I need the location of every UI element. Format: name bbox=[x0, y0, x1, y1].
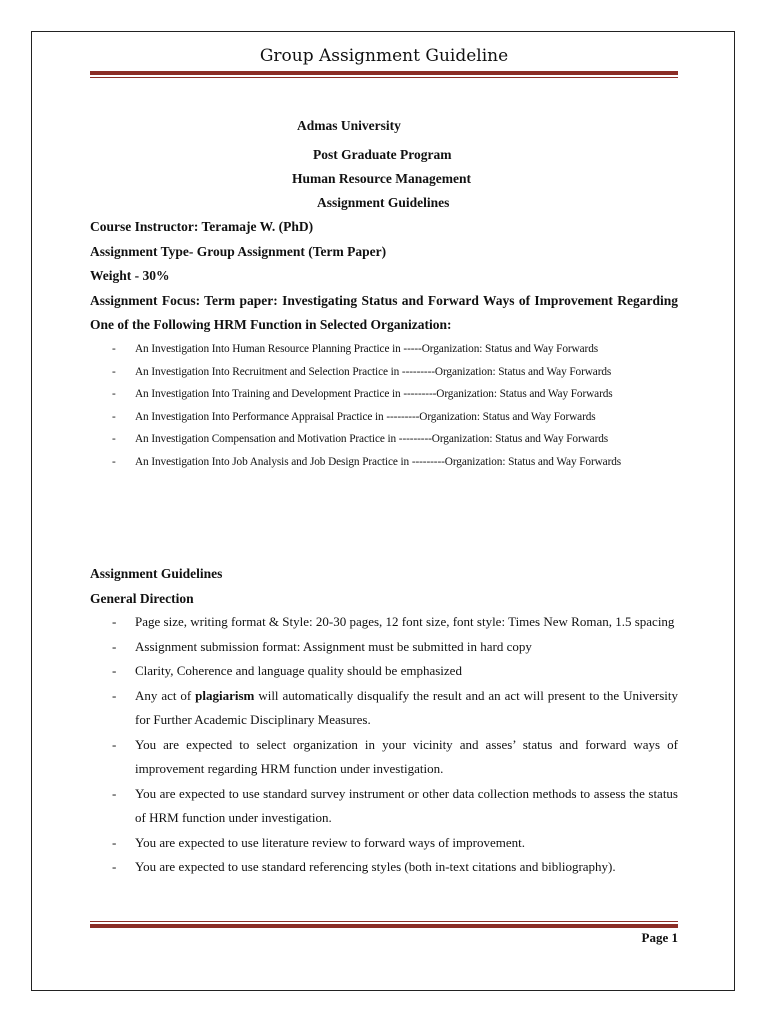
document-title: Assignment Guidelines bbox=[317, 195, 450, 210]
topic-list bbox=[90, 338, 678, 473]
department-name: Human Resource Management bbox=[292, 171, 471, 186]
dash-bullet: - bbox=[112, 410, 116, 423]
assignment-weight: Weight - 30% bbox=[90, 268, 170, 283]
list-item-text: Any act of bbox=[135, 687, 196, 703]
direction-list bbox=[90, 610, 678, 880]
list-item bbox=[90, 406, 678, 429]
list-item-text: An Investigation Into Job Analysis and Job Design Practice in ---------Organization: Status and Way Forwards bbox=[135, 455, 622, 468]
dash-bullet: - bbox=[112, 343, 116, 355]
dash-bullet: - bbox=[112, 614, 117, 629]
guidelines-headings bbox=[90, 562, 678, 611]
list-item-text: An Investigation Into Human Resource Planning Practice in -----Organization: Status and Way Forwards bbox=[135, 343, 599, 355]
dash-bullet: - bbox=[112, 859, 117, 874]
assignment-type: Assignment Type- Group Assignment (Term Paper) bbox=[90, 243, 387, 259]
list-item-text: An Investigation Into Performance Appraisal Practice in ---------Organization: Status and Way Forwards bbox=[135, 410, 596, 423]
emphasis-text: plagiarism bbox=[195, 687, 255, 703]
list-item bbox=[90, 733, 678, 782]
page-number: Page 1 bbox=[641, 930, 678, 945]
list-item-text: will automatically disqualify the result and an act will present to the University for Further Academic Disciplinary Measures. bbox=[135, 687, 678, 727]
list-item-text: You are expected to use standard referencing styles (both in-text citations and bibliography). bbox=[135, 859, 616, 874]
list-item-text: An Investigation Into Training and Development Practice in ---------Organization: Status and Way Forwards bbox=[135, 388, 613, 400]
list-item bbox=[90, 338, 678, 361]
list-item-text: Page size, writing format & Style: 20-30 pages, 12 font size, font style: Times New Roman, 1.5 spacing bbox=[135, 614, 675, 629]
list-item-text: An Investigation Compensation and Motivation Practice in ---------Organization: Status and Way Forwards bbox=[135, 433, 609, 445]
list-item bbox=[90, 855, 678, 880]
list-item bbox=[90, 451, 678, 474]
general-direction-heading: General Direction bbox=[90, 590, 194, 606]
list-item bbox=[90, 383, 678, 406]
course-instructor: Course Instructor: Teramaje W. (PhD) bbox=[90, 219, 314, 234]
list-item bbox=[90, 659, 678, 684]
dash-bullet: - bbox=[112, 365, 116, 378]
header-title: Group Assignment Guideline bbox=[259, 46, 509, 66]
list-item-text: An Investigation Into Recruitment and Selection Practice in ---------Organization: Status and Way Forwards bbox=[135, 365, 612, 378]
dash-bullet: - bbox=[112, 388, 116, 400]
list-item bbox=[90, 831, 678, 856]
list-item-text: You are expected to select organization in your vicinity and asses’ status and forward ways of improvement regarding HRM function under investigation. bbox=[135, 736, 678, 776]
program-name: Post Graduate Program bbox=[313, 147, 452, 162]
university-name: Admas University bbox=[297, 118, 401, 133]
guidelines-heading: Assignment Guidelines bbox=[90, 566, 223, 581]
list-item-text: Clarity, Coherence and language quality should be emphasized bbox=[135, 663, 462, 678]
dash-bullet: - bbox=[112, 736, 117, 752]
dash-bullet: - bbox=[112, 834, 117, 850]
dash-bullet: - bbox=[112, 687, 117, 703]
dash-bullet: - bbox=[112, 638, 117, 654]
list-item bbox=[90, 361, 678, 384]
list-item bbox=[90, 610, 678, 635]
list-item bbox=[90, 428, 678, 451]
list-item-text: Assignment submission format: Assignment must be submitted in hard copy bbox=[135, 638, 532, 654]
assignment-focus: Assignment Focus: Term paper: Investigating Status and Forward Ways of Improvement Regarding One of the Following HRM Function in Selected Organization: bbox=[90, 292, 678, 332]
list-item-text: You are expected to use standard survey instrument or other data collection methods to assess the status of HRM function under investigation. bbox=[135, 785, 678, 825]
dash-bullet: - bbox=[112, 663, 117, 678]
list-item bbox=[90, 684, 678, 733]
header-rule bbox=[90, 71, 678, 78]
list-item-text: You are expected to use literature review to forward ways of improvement. bbox=[135, 834, 525, 850]
dash-bullet: - bbox=[112, 433, 116, 445]
meta-block bbox=[90, 215, 678, 338]
dash-bullet: - bbox=[112, 455, 116, 468]
footer-rule bbox=[90, 921, 678, 928]
list-item bbox=[90, 782, 678, 831]
dash-bullet: - bbox=[112, 785, 117, 801]
list-item bbox=[90, 635, 678, 660]
